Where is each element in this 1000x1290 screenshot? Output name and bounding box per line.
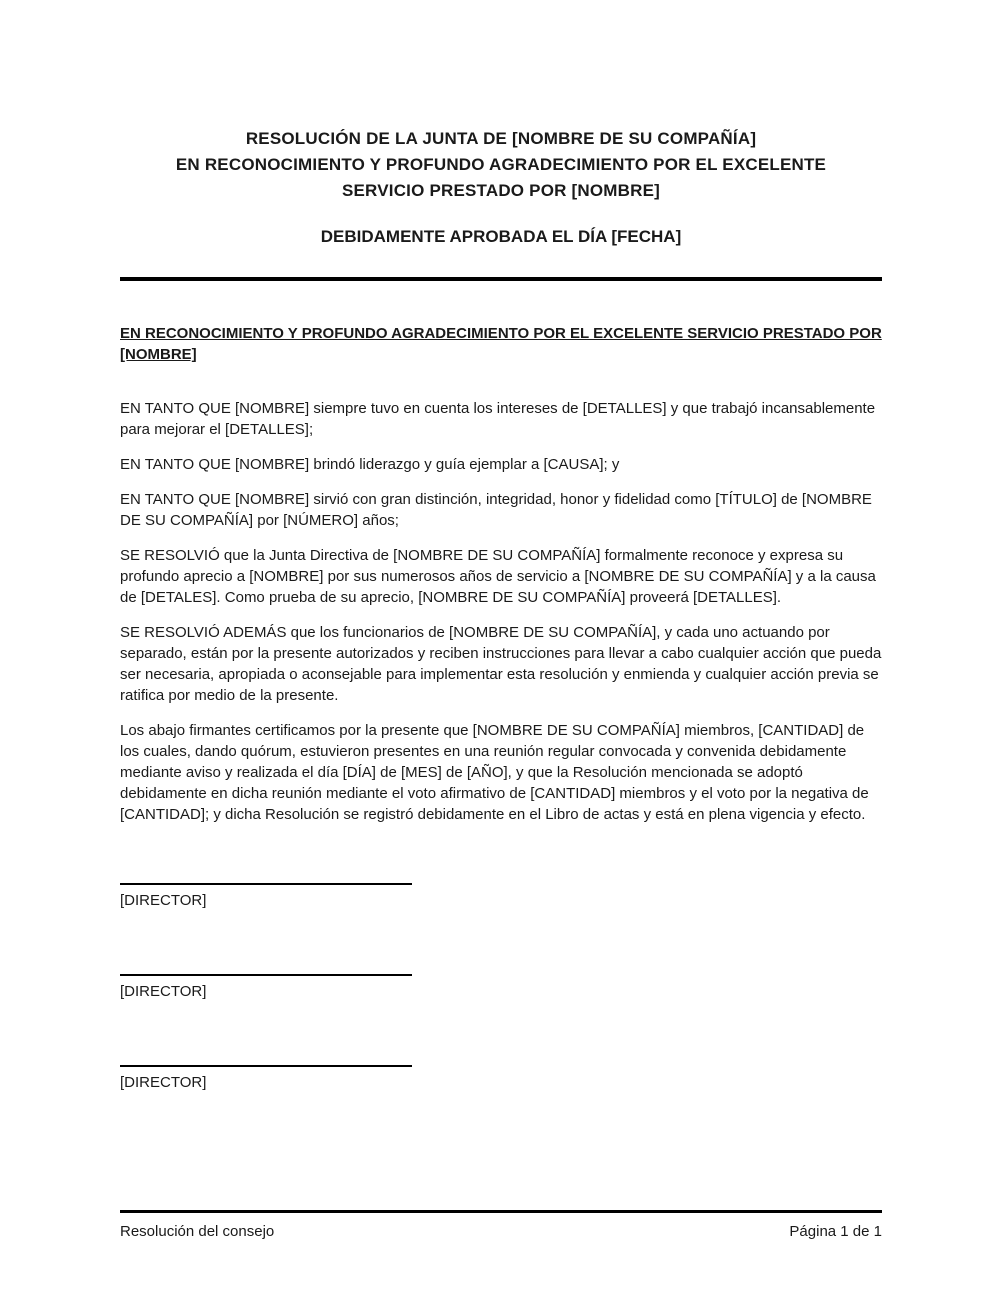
signature-label: [DIRECTOR] xyxy=(120,1074,207,1091)
signature-block xyxy=(120,974,882,1002)
section-heading: EN RECONOCIMIENTO Y PROFUNDO AGRADECIMIENTO POR EL EXCELENTE SERVICIO PRESTADO POR [NOMBRE] xyxy=(120,325,882,363)
paragraph-whereas-1: EN TANTO QUE [NOMBRE] siempre tuvo en cuenta los intereses de [DETALLES] y que trabajó incansablemente para mejorar el [DETALLES]; xyxy=(120,400,876,438)
paragraph-whereas-2: EN TANTO QUE [NOMBRE] brindó liderazgo y guía ejemplar a [CAUSA]; y xyxy=(120,456,620,473)
signature-line xyxy=(120,974,412,976)
paragraph-resolved-1: SE RESOLVIÓ que la Junta Directiva de [NOMBRE DE SU COMPAÑÍA] formalmente reconoce y expresa su profundo aprecio a [NOMBRE] por sus numerosos años de servicio a [NOMBRE DE SU COMPAÑÍA] y a la causa de [DETALES]. Como prueba de su aprecio, [NOMBRE DE SU COMPAÑÍA] proveerá [DETALLES]. xyxy=(120,547,876,606)
document-subtitle: DEBIDAMENTE APROBADA EL DÍA [FECHA] xyxy=(320,227,682,246)
title-line-2: EN RECONOCIMIENTO Y PROFUNDO AGRADECIMIENTO POR EL EXCELENTE xyxy=(175,155,827,174)
signature-label: [DIRECTOR] xyxy=(120,892,207,909)
paragraph-certification: Los abajo firmantes certificamos por la presente que [NOMBRE DE SU COMPAÑÍA] miembros, [CANTIDAD] de los cuales, dando quórum, estuvieron presentes en una reunión regular convocada y convenida debidamente mediante aviso y realizada el día [DÍA] de [MES] de [AÑO], y que la Resolución mencionada se adoptó debidamente en dicha reunión mediante el voto afirmativo de [CANTIDAD] miembros y el voto por la negativa de [CANTIDAD]; y dicha Resolución se registró debidamente en el Libro de actas y está en plena vigencia y efecto. xyxy=(120,722,869,823)
document-title xyxy=(120,126,882,204)
signature-block xyxy=(120,883,882,911)
signature-line xyxy=(120,883,412,885)
paragraph-whereas-3: EN TANTO QUE [NOMBRE] sirvió con gran distinción, integridad, honor y fidelidad como [TÍTULO] de [NOMBRE DE SU COMPAÑÍA] por [NÚMERO] años; xyxy=(120,491,872,529)
title-divider-rule xyxy=(120,277,882,281)
footer-page-number: Página 1 de 1 xyxy=(789,1223,882,1240)
paragraph-resolved-2: SE RESOLVIÓ ADEMÁS que los funcionarios de [NOMBRE DE SU COMPAÑÍA], y cada uno actuando por separado, están por la presente autorizados y reciben instrucciones para llevar a cabo cualquier acción que pueda ser necesaria, apropiada o aconsejable para implementar esta resolución y enmienda y cualquier acción previa se ratifica por medio de la presente. xyxy=(120,624,882,704)
signature-section xyxy=(120,883,882,1093)
signature-label: [DIRECTOR] xyxy=(120,983,207,1000)
footer-document-name: Resolución del consejo xyxy=(120,1223,275,1240)
title-line-1: RESOLUCIÓN DE LA JUNTA DE [NOMBRE DE SU COMPAÑÍA] xyxy=(245,129,757,148)
page-footer xyxy=(120,1210,882,1242)
signature-block xyxy=(120,1065,882,1093)
title-line-3: SERVICIO PRESTADO POR [NOMBRE] xyxy=(341,181,660,200)
signature-line xyxy=(120,1065,412,1067)
body-paragraphs xyxy=(120,398,882,825)
